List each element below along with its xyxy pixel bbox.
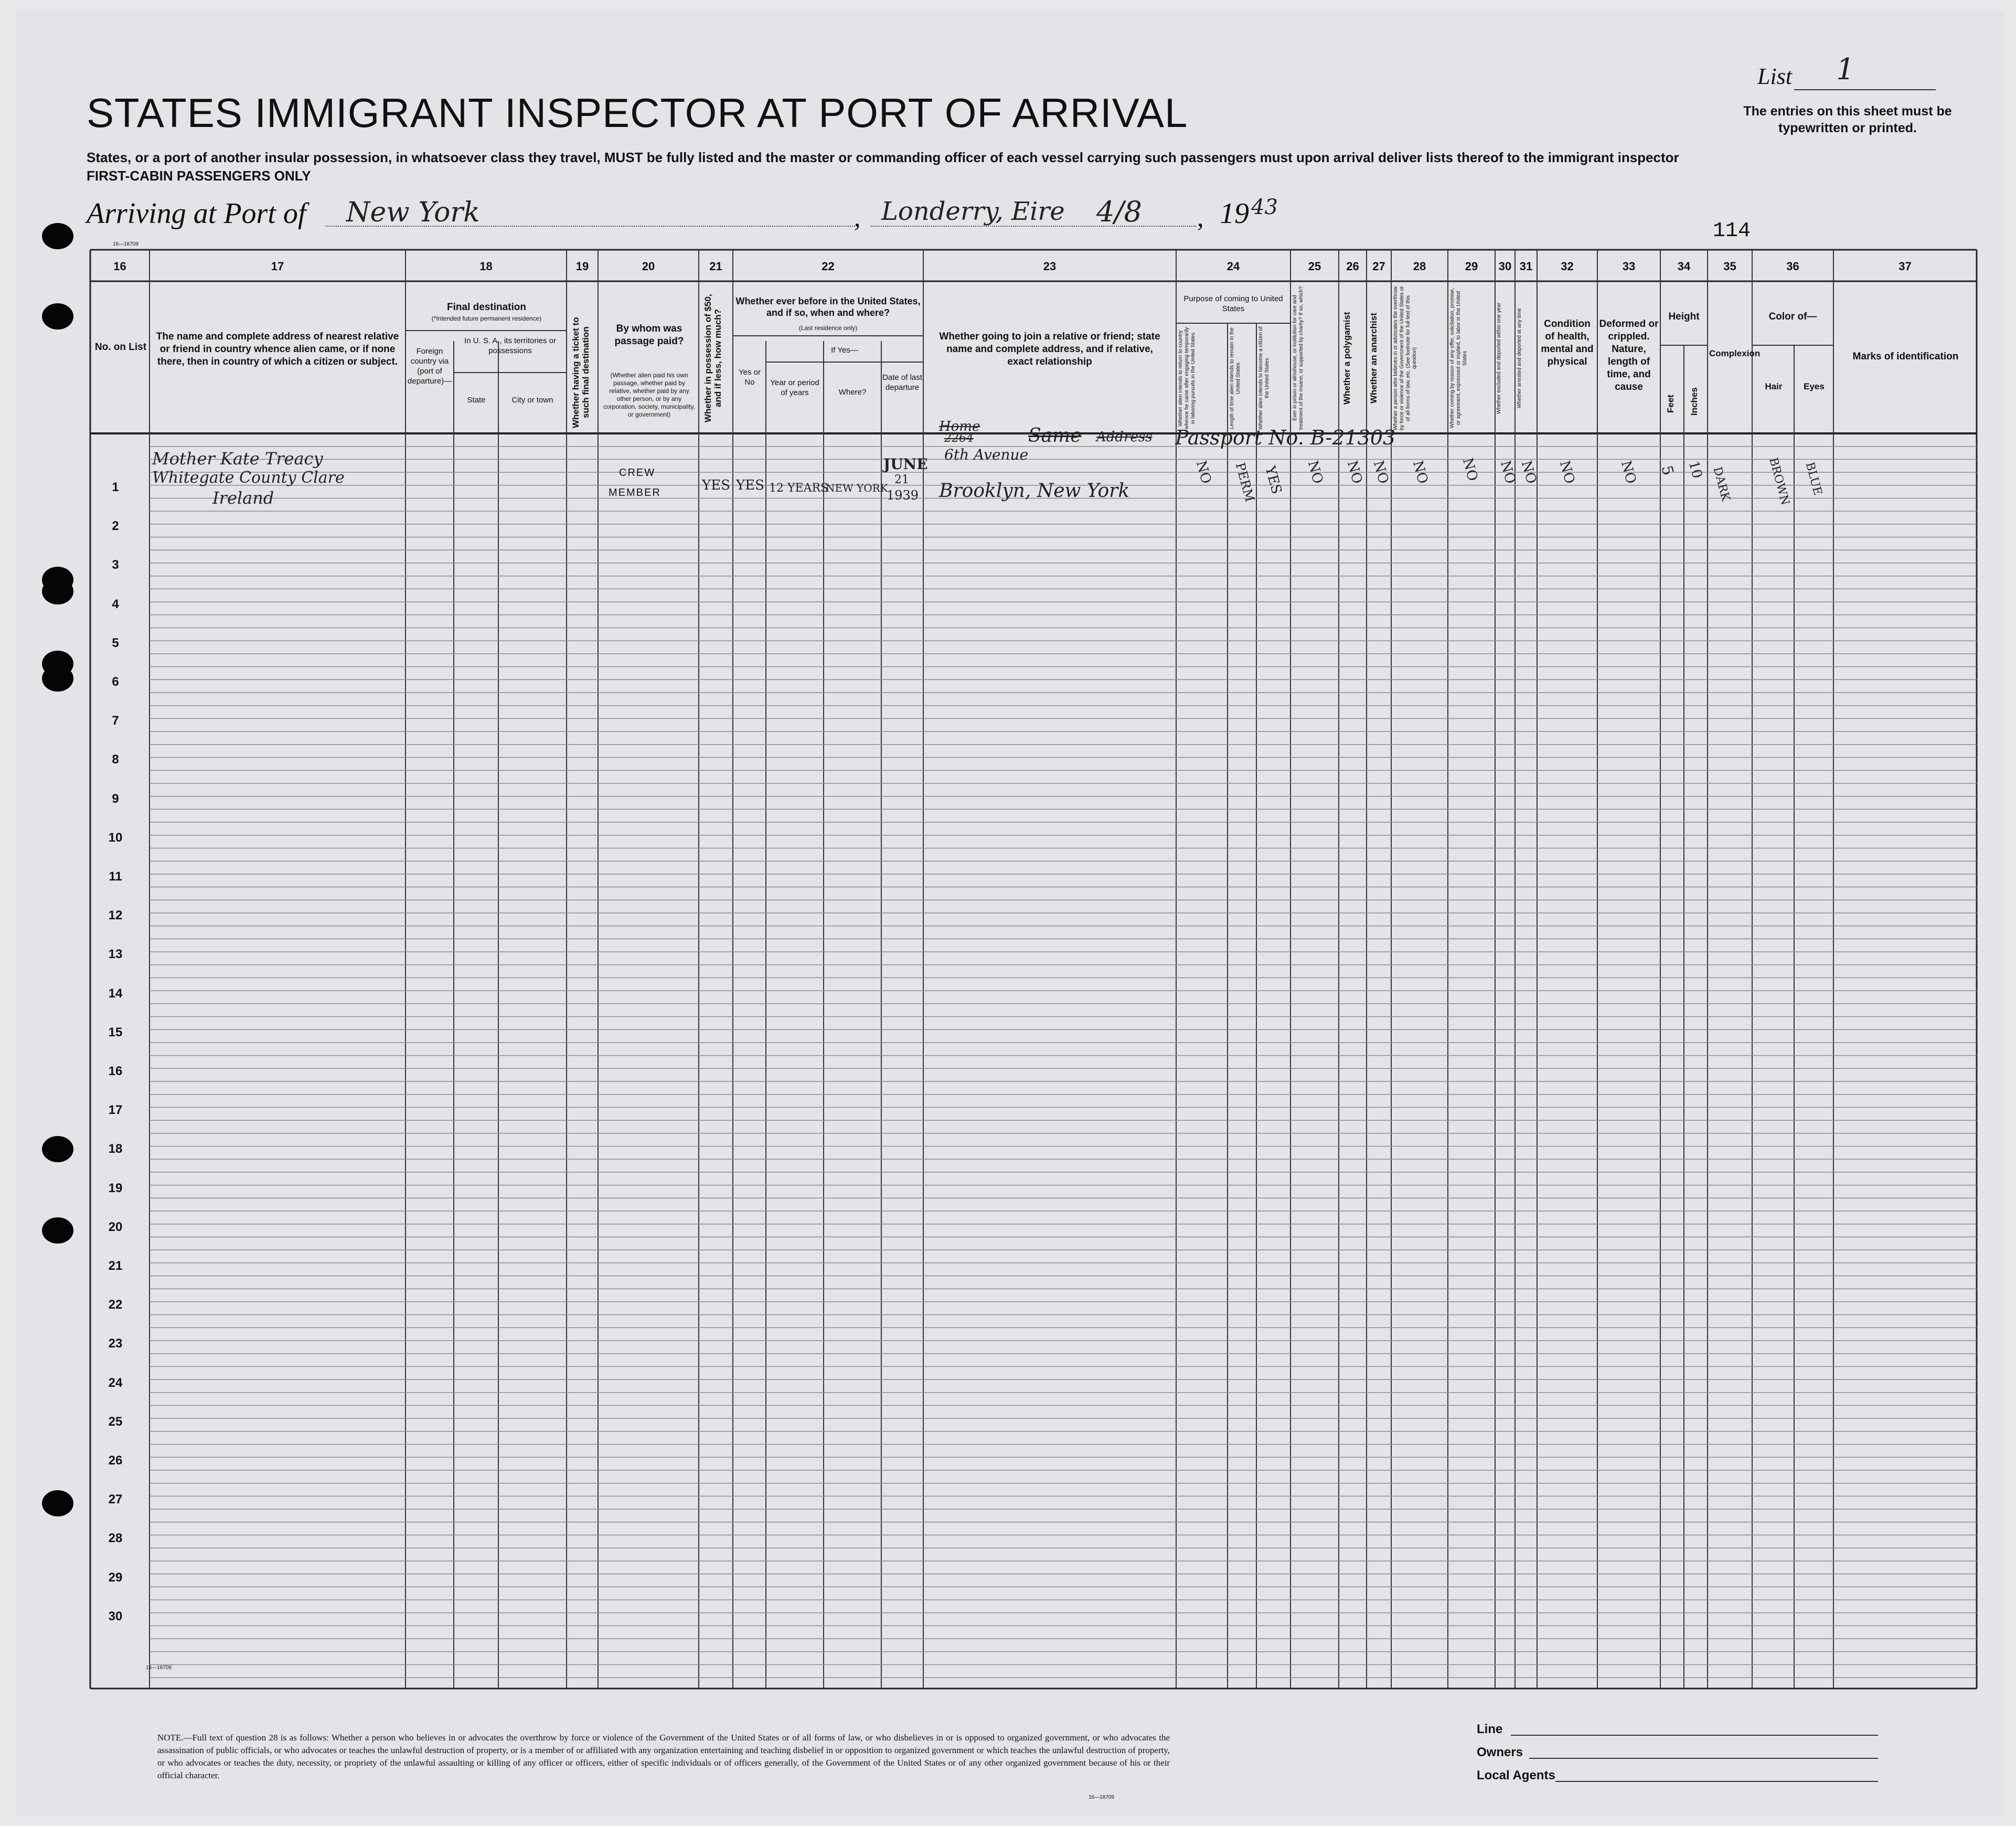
col-num-17: 17	[271, 260, 284, 273]
owners-label: Owners	[1477, 1745, 1523, 1759]
line-label: Line	[1477, 1722, 1503, 1736]
header-arrested: Whether arrested and deported at any time	[1517, 308, 1522, 408]
row-number: 26	[108, 1453, 123, 1468]
col-num-25: 25	[1308, 260, 1321, 273]
header-ever-before-sub: (Last residence only)	[798, 324, 858, 332]
possession-fifty-value: YES	[702, 477, 730, 493]
passenger-class-label: FIRST-CABIN PASSENGERS ONLY	[87, 168, 311, 184]
col-num-27: 27	[1372, 260, 1385, 273]
row-number: 17	[108, 1103, 123, 1118]
anarchist-value: NO	[1370, 459, 1392, 486]
header-relative-address: The name and complete address of nearest relative or friend in country whence alien came, or if none there, then in country of which a citizen or subject.	[156, 331, 399, 367]
header-join-relative: Whether going to join a relative or friend; state name and complete address, and if relative, exact relationship	[939, 331, 1160, 367]
local-agents-field	[1555, 1781, 1878, 1782]
header-foreign-country: Foreign country via (port of departure)—	[407, 347, 452, 386]
comma: ,	[1197, 203, 1204, 232]
header-length-time: Length of time alien intends to remain in the United States	[1229, 327, 1241, 430]
row-number: 24	[108, 1375, 123, 1390]
comma: ,	[854, 203, 861, 232]
header-become-citizen: Whether alien intends to become a citizen of the United States	[1258, 326, 1270, 430]
col-num-33: 33	[1622, 260, 1636, 273]
join-line-2: 6th Avenue	[944, 446, 1029, 463]
row-number: 3	[112, 558, 119, 572]
col-num-36: 36	[1786, 260, 1799, 273]
header-in-usa: In U. S. A., its territories or possessions	[464, 336, 557, 355]
health-value: NO	[1556, 459, 1578, 486]
passage-paid-1: CREW	[619, 467, 656, 479]
polygamist-value: NO	[1343, 459, 1366, 486]
header-state: State	[467, 396, 486, 405]
header-last-departure: Date of last departure	[882, 373, 922, 392]
header-height: Height	[1668, 311, 1700, 322]
row-number: 16	[108, 1064, 123, 1078]
header-prison: Ever in prison or almshouse, or institution for care and treatment of the insane, or supported by charity? If so, which?	[1292, 286, 1304, 430]
header-final-destination-sub: (*Intended future permanent residence)	[431, 315, 542, 322]
date-value: 4/8	[1096, 195, 1142, 228]
header-deformed: Deformed or crippled. Nature, length of time, and cause	[1599, 319, 1659, 392]
passage-paid-2: MEMBER	[609, 487, 661, 498]
header-purpose: Purpose of coming to United States	[1183, 294, 1283, 313]
col-num-26: 26	[1346, 260, 1359, 273]
row-number: 20	[108, 1219, 123, 1234]
row-number: 7	[112, 714, 119, 728]
row-number: 1	[112, 480, 119, 494]
owners-field	[1529, 1758, 1878, 1759]
row-number: 11	[109, 869, 122, 884]
header-ever-before: Whether ever before in the United States, and if so, when and where?	[735, 296, 921, 318]
row-number: 22	[108, 1298, 123, 1312]
row-number: 25	[108, 1414, 123, 1429]
deformed-value: NO	[1617, 459, 1639, 486]
row-number: 15	[108, 1025, 123, 1039]
list-label: List	[1757, 63, 1793, 89]
become-citizen-value: YES	[1262, 464, 1285, 496]
port-value: New York	[346, 197, 480, 228]
period-value: 12 YEARS	[769, 482, 829, 495]
col-num-29: 29	[1465, 260, 1478, 273]
header-color-of: Color of—	[1768, 311, 1817, 322]
relative-line-1: Mother Kate Treacy	[152, 449, 323, 469]
row-number: 9	[112, 791, 119, 806]
col-num-20: 20	[642, 260, 655, 273]
entries-note: The entries on this sheet must be typewritten or printed.	[1743, 104, 1952, 135]
col-num-22: 22	[822, 260, 835, 273]
header-where: Where?	[838, 388, 867, 397]
departure-value: Londerry, Eire	[881, 197, 1065, 226]
row-number: 19	[108, 1181, 123, 1195]
grid-form-code: 16—18709	[146, 1665, 172, 1671]
header-ticket: Whether having a ticket to such final destination	[571, 317, 591, 428]
row-number: 21	[108, 1259, 123, 1273]
prison-value: NO	[1304, 459, 1326, 486]
row-number: 10	[108, 830, 123, 845]
header-yes-no: Yes or No	[739, 368, 761, 387]
header-feet: Feet	[1666, 395, 1676, 413]
question-29-value: NO	[1459, 456, 1481, 483]
height-feet-value: 5	[1658, 463, 1678, 477]
col-num-31: 31	[1519, 260, 1533, 273]
col-num-19: 19	[575, 260, 589, 273]
header-hair: Hair	[1765, 381, 1783, 391]
excluded-value: NO	[1497, 459, 1519, 486]
question-28-value: NO	[1409, 459, 1431, 486]
arriving-label: Arriving at Port of	[87, 197, 306, 230]
header-complexion: Complexion	[1709, 348, 1761, 358]
col-num-32: 32	[1561, 260, 1574, 273]
page-title: STATES IMMIGRANT INSPECTOR AT PORT OF ARRIVAL	[87, 90, 1188, 136]
relative-line-2: Whitegate County Clare	[152, 469, 345, 487]
passport-value: Passport No. B-21303	[1175, 426, 1396, 449]
departure-date-3: 1939	[887, 488, 919, 503]
header-excluded: Whether excluded and deported within one year	[1496, 302, 1502, 414]
row-number: 30	[108, 1609, 123, 1623]
row-number: 29	[108, 1570, 123, 1585]
row-number: 5	[112, 635, 119, 650]
col-num-23: 23	[1043, 260, 1057, 273]
line-field	[1511, 1735, 1878, 1736]
header-polygamist: Whether a polygamist	[1342, 312, 1352, 405]
hair-value: BROWN	[1766, 456, 1792, 507]
header-final-destination: Final destination	[447, 302, 526, 313]
row-number: 2	[112, 519, 119, 534]
purpose-return-value: NO	[1192, 459, 1214, 486]
relative-line-3: Ireland	[212, 488, 274, 508]
row-number: 12	[108, 908, 123, 923]
col-num-34: 34	[1677, 260, 1691, 273]
col-num-21: 21	[709, 260, 722, 273]
length-time-value: PERM	[1232, 461, 1257, 504]
col-num-16: 16	[113, 260, 126, 273]
header-city: City or town	[511, 396, 553, 405]
join-number: 2264	[944, 432, 974, 445]
year-prefix: 19	[1220, 197, 1249, 230]
sequence-number: 114	[1713, 219, 1751, 243]
header-marks: Marks of identification	[1852, 351, 1959, 362]
header-no-on-list: No. on List	[94, 342, 147, 353]
row-number: 18	[108, 1142, 123, 1156]
eyes-value: BLUE	[1802, 461, 1825, 497]
row-number: 6	[112, 675, 119, 689]
header-question-29: Whether coming by reason of any offer, solicitation, promise, or agreement, expressed or implied, to labor in the United States	[1449, 288, 1468, 429]
row-number: 8	[112, 752, 119, 767]
join-line-3: Brooklyn, New York	[939, 480, 1130, 502]
join-home: Home	[939, 419, 980, 434]
footer-form-code: 16—18709	[1089, 1795, 1114, 1800]
header-period: Year or period of years	[770, 378, 819, 397]
row-number: 23	[108, 1336, 123, 1351]
row-number: 27	[108, 1492, 123, 1507]
col-num-18: 18	[479, 260, 493, 273]
row-number: 4	[112, 597, 119, 611]
height-inches-value: 10	[1685, 459, 1705, 480]
local-agents-label: Local Agents	[1477, 1768, 1555, 1782]
header-question-28: Whether a person who believes in or advocates the overthrow by force or violence of the Government of the United States or of all forms of law, etc. (See footnote for full text of this question)	[1393, 286, 1417, 430]
instructions-line: States, or a port of another insular possession, in whatsoever class they travel, MUST be fully listed and the master or commanding officer of each vessel carrying such passengers must upon arrival deliver lists thereof to the immigrant inspector	[87, 150, 1679, 165]
where-value: NEW YORK	[826, 482, 888, 494]
header-fifty-dollars: Whether in possession of $50, and if less, how much?	[703, 294, 723, 422]
col-num-37: 37	[1898, 260, 1912, 273]
header-if-yes: If Yes—	[831, 346, 858, 355]
complexion-value: DARK	[1710, 465, 1732, 503]
header-inches: Inches	[1689, 387, 1699, 416]
row-number: 28	[108, 1531, 123, 1546]
col-num-24: 24	[1226, 260, 1240, 273]
col-num-35: 35	[1723, 260, 1736, 273]
header-health: Condition of health, mental and physical	[1541, 319, 1594, 367]
row-number: 14	[108, 986, 123, 1001]
join-same: Same	[1028, 425, 1082, 447]
arrested-value: NO	[1518, 459, 1540, 486]
header-passage-paid: By whom was passage paid?	[614, 323, 684, 347]
join-address: Address	[1096, 429, 1153, 445]
list-number: 1	[1836, 52, 1855, 87]
form-code: 16—18709	[113, 241, 138, 247]
header-passage-paid-sub: (Whether alien paid his own passage, whether paid by relative, whether paid by any other person, or by any corporation, society, municipality, or government)	[603, 371, 695, 418]
col-num-30: 30	[1498, 260, 1512, 273]
year-suffix: 43	[1251, 195, 1278, 219]
departure-date-2: 21	[894, 473, 909, 486]
header-purpose-return: Whether alien intends to return to country whence he came after engaging temporarily in laboring pursuits in the United States	[1178, 327, 1196, 430]
header-eyes: Eyes	[1804, 381, 1825, 391]
col-num-28: 28	[1413, 260, 1426, 273]
ever-before-value: YES	[736, 477, 764, 493]
row-number: 13	[108, 947, 123, 962]
departure-date-1: JUNE	[883, 455, 928, 473]
header-anarchist: Whether an anarchist	[1369, 313, 1379, 404]
question-28-note: NOTE.—Full text of question 28 is as follows: Whether a person who believes in or advocates the overthrow by force or violence of the Government of the United States or of all forms of law, or who disbelieves in or is opposed to organized government, or who advocates the assassination of public officials, or who advocates or teaches the unlawful destruction of property, or is a member of or affiliated with any organization entertaining and teaching disbelief in or opposition to organized government or which teaches the unlawful destruction of property, or who advocates or teaches the duty, necessity, or propriety of the unlawful assaulting or killing of any officer or officers, either of specific individuals or of officers generally, of the Government of the United States or of any other organized government because of his or their official character.	[157, 1733, 1170, 1780]
